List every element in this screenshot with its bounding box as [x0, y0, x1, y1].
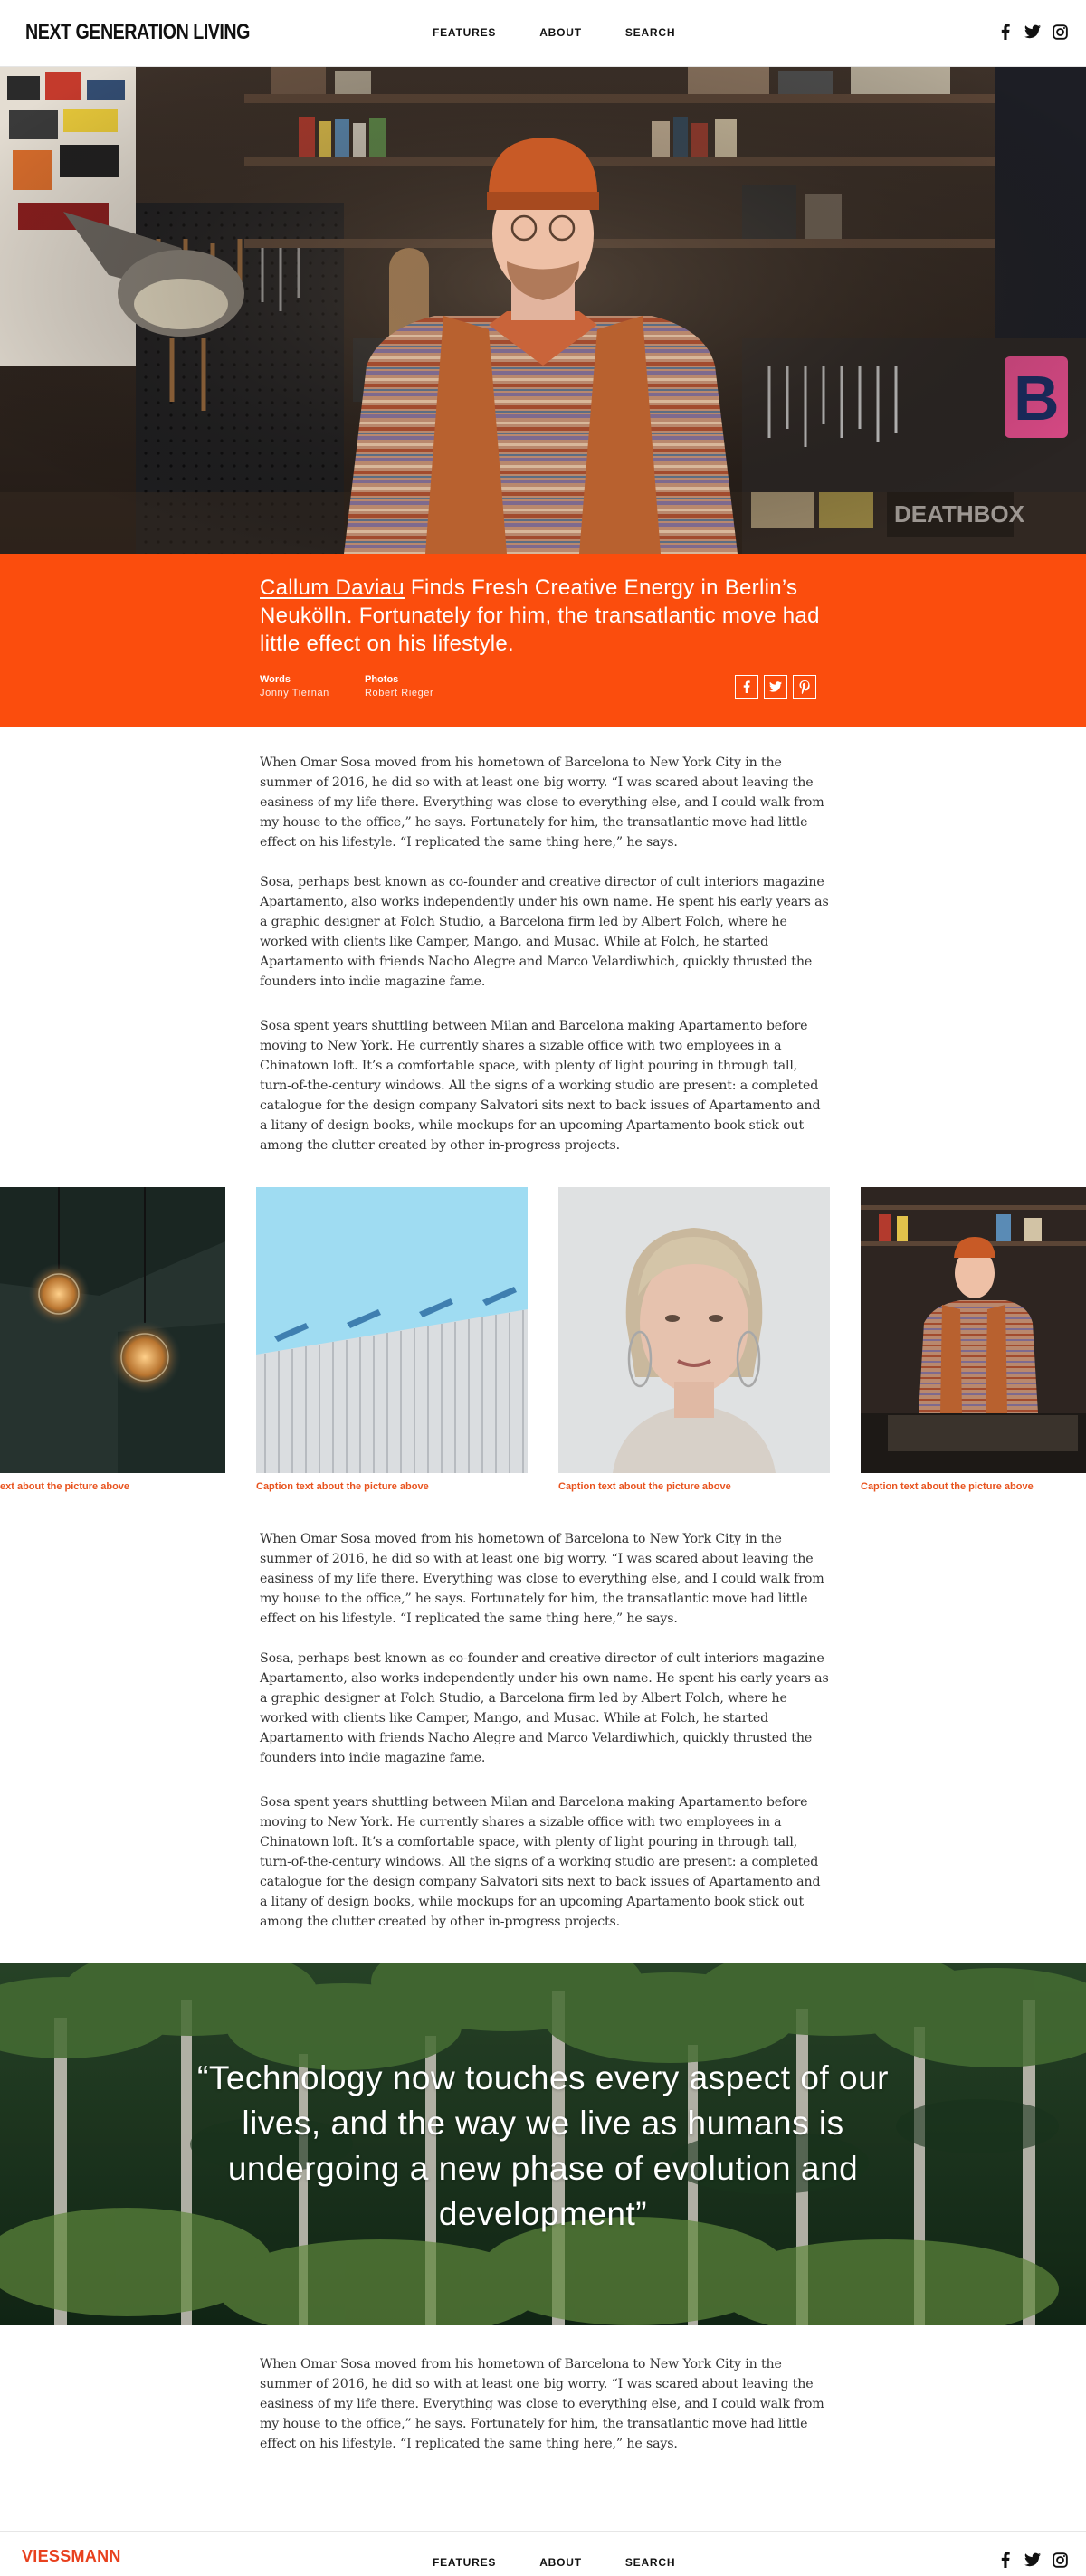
site-footer: [0, 2531, 1086, 2576]
article-paragraph: Sosa, perhaps best known as co-founder and creative director of cult interiors magazine Apartamento, also works independently under his own name. He spent his early years as a graphic designer at Folch Studio, a Barcelona firm led by Albert Folch, where he worked with clients like Camper, Mango, and Musac. While at Folch, he started Apartamento with friends Nacho Alegre and Marco Velardiwhich, quickly thrusted the founders into indie magazine fame.: [260, 875, 829, 989]
nav-about[interactable]: ABOUT: [539, 26, 582, 39]
nav-search[interactable]: SEARCH: [624, 26, 676, 39]
photo-gallery: [0, 1187, 1086, 1495]
credit-photos: [365, 673, 433, 700]
pinterest-icon: [799, 680, 810, 694]
facebook-icon[interactable]: [997, 24, 1014, 40]
instagram-icon[interactable]: [1052, 24, 1068, 40]
share-facebook-button[interactable]: [735, 675, 758, 699]
article-paragraph: Sosa spent years shuttling between Milan and Barcelona making Apartamento before moving to New York. He currently shares a sizable office with two employees in a Chinatown loft. It’s a comfortable space, with plenty of light pouring in through tall, turn-of-the-century windows. All the signs of a working studio are present: a completed catalogue for the design company Salvatori sits next to back issues of Apartamento and a litany of design books, while mockups for an upcoming Apartamento book stick out among the clutter created by other in-progress projects.: [260, 1019, 821, 1153]
footer-nav-features[interactable]: FEATURES: [433, 2556, 497, 2569]
site-logo[interactable]: NEXT GENERATION LIVING: [25, 20, 250, 44]
article-paragraph: Sosa spent years shuttling between Milan and Barcelona making Apartamento before moving to New York. He currently shares a sizable office with two employees in a Chinatown loft. It’s a comfortable space, with plenty of light pouring in through tall, turn-of-the-century windows. All the signs of a working studio are present: a completed catalogue for the design company Salvatori sits next to back issues of Apartamento and a litany of design books, while mockups for an upcoming Apartamento book stick out among the clutter created by other in-progress projects.: [260, 1795, 821, 1929]
footer-socials: [997, 2552, 1068, 2568]
article-paragraph: When Omar Sosa moved from his hometown of Barcelona to New York City in the summer of 2016, he did so with at least one big worry. “I was scared about leaving the easiness of my life there. Everything was close to everything else, and I could walk from my house to the office,” he says. Fortunately for him, the transatlantic move had little effect on his lifestyle. “I replicated the same thing here,” he says.: [260, 2357, 824, 2451]
gallery-image-lightbulbs[interactable]: [0, 1187, 225, 1473]
header-socials: [997, 24, 1068, 40]
gallery-caption: Caption text about the picture above: [861, 1481, 1034, 1492]
footer-logo[interactable]: VIESSMANN: [22, 2547, 121, 2565]
pull-quote: [0, 1963, 1086, 2325]
gallery-image-workshop[interactable]: [861, 1187, 1086, 1473]
share-twitter-button[interactable]: [764, 675, 787, 699]
quote-text: “Technology now touches every aspect of our lives, and the way we live as humans is undergoing a new phase of evolution and development”: [197, 2059, 889, 2232]
facebook-icon[interactable]: [997, 2552, 1014, 2568]
credit-words: [260, 673, 329, 700]
article-paragraph: When Omar Sosa moved from his hometown of Barcelona to New York City in the summer of 2016, he did so with at least one big worry. “I was scared about leaving the easiness of my life there. Everything was close to everything else, and I could walk from my house to the office,” he says. Fortunately for him, the transatlantic move had little effect on his lifestyle. “I replicated the same thing here,” he says.: [260, 756, 824, 850]
credit-photos-label: Photos: [365, 674, 399, 685]
hero-image: [0, 67, 1086, 554]
site-header: [0, 0, 1086, 67]
nav-features[interactable]: FEATURES: [433, 26, 497, 39]
credit-photos-value: Robert Rieger: [365, 688, 434, 699]
footer-nav-search[interactable]: SEARCH: [624, 2556, 676, 2569]
gallery-caption: Caption text about the picture above: [558, 1481, 731, 1492]
credit-words-value: Jonny Tiernan: [260, 688, 329, 699]
share-pinterest-button[interactable]: [793, 675, 816, 699]
headline-rest: Finds Fresh Creative Energy in Berlin’s Neukölln. Fortunately for him, the transatlantic move had little effect on his lifestyle.: [260, 575, 820, 656]
share-buttons: [735, 675, 816, 699]
headline-name-link[interactable]: Callum Daviau: [260, 575, 405, 600]
article-banner: [0, 554, 1086, 727]
footer-nav: [433, 2556, 719, 2569]
gallery-image-portrait[interactable]: [558, 1187, 830, 1473]
footer-nav-about[interactable]: ABOUT: [539, 2556, 582, 2569]
article-paragraph: Sosa, perhaps best known as co-founder and creative director of cult interiors magazine Apartamento, also works independently under his own name. He spent his early years as a graphic designer at Folch Studio, a Barcelona firm led by Albert Folch, where he worked with clients like Camper, Mango, and Musac. While at Folch, he started Apartamento with friends Nacho Alegre and Marco Velardiwhich, quickly thrusted the founders into indie magazine fame.: [260, 1651, 829, 1765]
gallery-caption: Caption text about the picture above: [256, 1481, 429, 1492]
main-nav: [433, 26, 719, 39]
credit-words-label: Words: [260, 674, 291, 685]
twitter-icon[interactable]: [1024, 2552, 1041, 2568]
article-paragraph: When Omar Sosa moved from his hometown of Barcelona to New York City in the summer of 2016, he did so with at least one big worry. “I was scared about leaving the easiness of my life there. Everything was close to everything else, and I could walk from my house to the office,” he says. Fortunately for him, the transatlantic move had little effect on his lifestyle. “I replicated the same thing here,” he says.: [260, 1532, 824, 1626]
instagram-icon[interactable]: [1052, 2552, 1068, 2568]
gallery-image-building[interactable]: [256, 1187, 528, 1473]
twitter-icon: [769, 681, 782, 692]
twitter-icon[interactable]: [1024, 24, 1041, 40]
facebook-icon: [743, 680, 750, 693]
article-headline: [260, 574, 830, 658]
gallery-caption: ext about the picture above: [0, 1481, 130, 1492]
